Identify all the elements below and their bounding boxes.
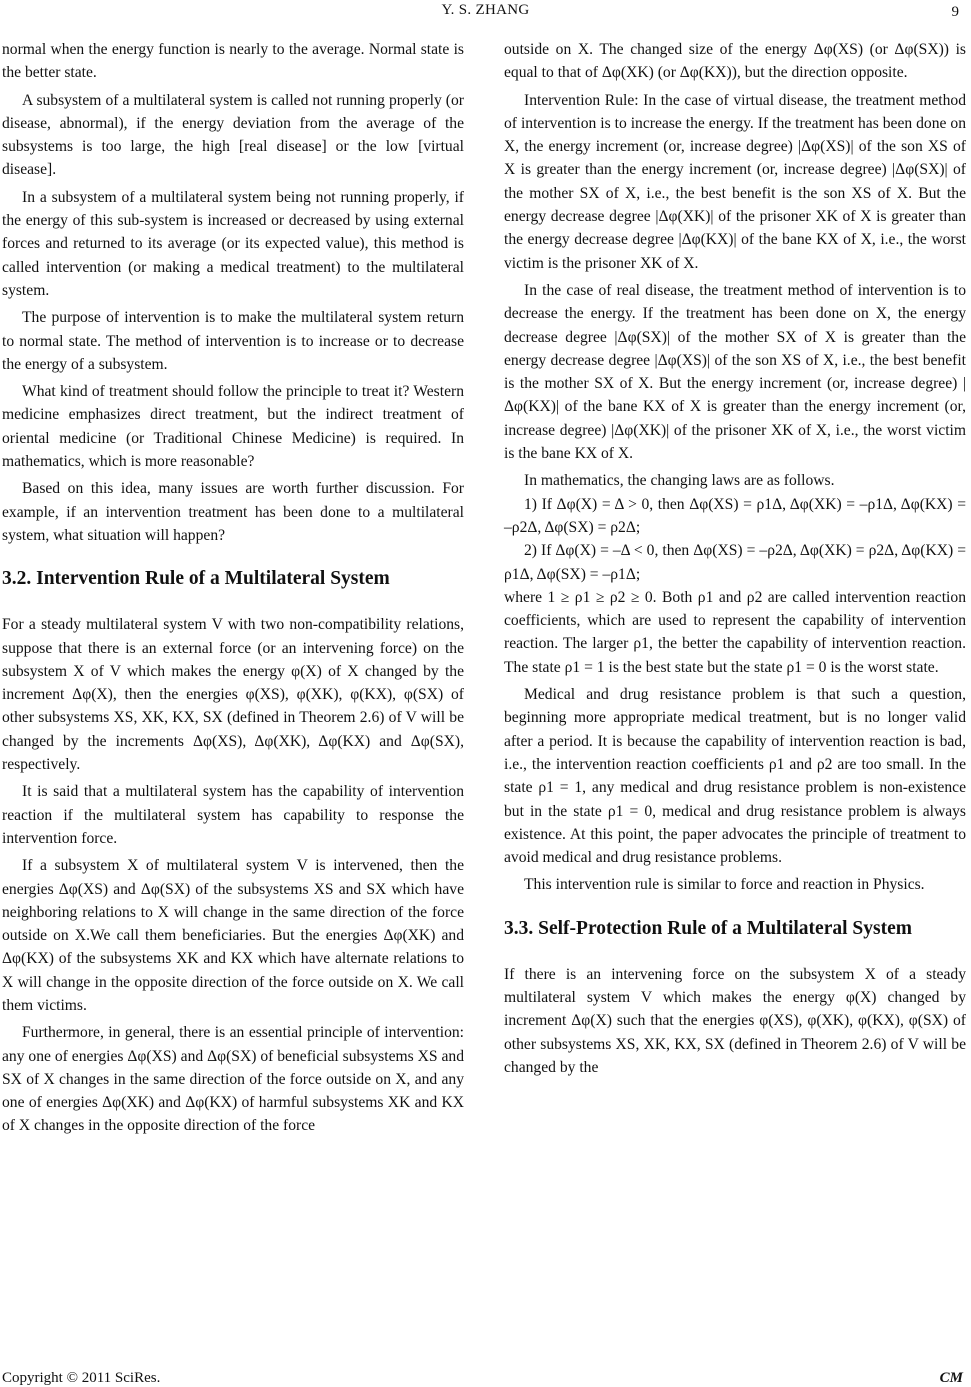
paragraph: Furthermore, in general, there is an essential principle of intervention: any one of energies Δφ(XS) and Δφ(SX) of beneficial subsystems XS and SX of X changes in the same direction of the force outside on X, and any one of energies Δφ(XK) and Δφ(KX) of harmful subsystems XK and KX of X changes in the opposite direction of the force (2, 1024, 464, 1135)
paragraph: Medical and drug resistance problem is that such a question, beginning more appropriate medical treatment, but is no longer valid after a period. It is because the capability of intervention reaction is bad, i.e., the intervention reaction coefficients ρ1 and ρ2 are too small. In the state ρ1 = 1, any medical and drug resistance problem is non-existence but in the state ρ1 = 0, medical and drug resistance problem is always existence. At this point, the paper advocates the principle of treatment to avoid medical and drug resistance problems. (504, 686, 966, 867)
paragraph: For a steady multilateral system V with two non-compatibility relations, suppose that there is an external force (or an intervening force) on the subsystem X of V which makes the energy φ(X) of X changed by the increment Δφ(X), then the energies φ(XS), φ(XK), φ(KX), φ(SX) of other subsystems XS, XK, KX, SX (defined in Theorem 2.6) of V will be changed by the increments Δφ(XS), Δφ(XK), Δφ(KX) and Δφ(SX), respectively. (2, 616, 464, 774)
intervention-rule-paragraph: Intervention Rule: In the case of virtual disease, the treatment method of intervention is to increase the energy. If the treatment has been done on X, the energy increment (or, increase degree) |Δφ(XS)| of the son XS of X is greater than the energy increment (or, increase degree) |Δφ(SX)| of the mother SX of X, i.e., the best benefit is the son XS of X. But the energy decrease degree |Δφ(XK)| of the prisoner XK of X is greater than the energy decrease degree |Δφ(KX)| of the bane KX of X, i.e., the worst victim is the prisoner XK of X. (504, 91, 966, 272)
copyright-notice: Copyright © 2011 SciRes. (2, 1370, 161, 1386)
paragraph: The purpose of intervention is to make the multilateral system return to normal state. The method of intervention is to increase or to decrease the energy of a subsystem. (2, 309, 464, 373)
paragraph: If there is an intervening force on the subsystem X of a steady multilateral system V which makes the energy φ(X) changed by increment Δφ(X) such that the energies φ(XS), φ(XK), φ(KX), φ(SX) of other subsystems XS, XK, KX, SX (defined in Theorem 2.6) of V will be changed by the (504, 965, 966, 1076)
section-heading-3-3: 3.3. Self-Protection Rule of a Multilateral System (504, 917, 912, 939)
paragraph: This intervention rule is similar to force and reaction in Physics. (524, 876, 925, 894)
law-2-equation: 2) If Δφ(X) = –Δ < 0, then Δφ(XS) = –ρ2Δ, Δφ(XK) = ρ2Δ, Δφ(KX) = ρ1Δ, Δφ(SX) = –ρ1Δ; (504, 542, 966, 583)
law-1-equation: 1) If Δφ(X) = Δ > 0, then Δφ(XS) = ρ1Δ, Δφ(XK) = –ρ1Δ, Δφ(KX) = –ρ2Δ, Δφ(SX) = ρ2Δ; (504, 495, 966, 536)
right-column (504, 38, 966, 1083)
paragraph: where 1 ≥ ρ1 ≥ ρ2 ≥ 0. Both ρ1 and ρ2 are called intervention reaction coefficients, which are used to represent the capability of intervention reaction. The larger ρ1, the better the capability of intervention reaction. The state ρ1 = 1 is the best state but the state ρ1 = 0 is the worst state. (504, 588, 966, 676)
paragraph: In mathematics, the changing laws are as follows. (524, 472, 835, 490)
paragraph: outside on X. The changed size of the energy Δφ(XS) (or Δφ(SX)) is equal to that of Δφ(XK) (or Δφ(KX)), but the direction opposite. (504, 41, 966, 82)
running-head-author: Y. S. ZHANG (441, 2, 530, 18)
paragraph: Based on this idea, many issues are worth further discussion. For example, if an intervention treatment has been done to a multilateral system, what situation will happen? (2, 480, 464, 544)
left-column (2, 38, 464, 1142)
paragraph: In the case of real disease, the treatment method of intervention is to decrease the energy. If the treatment has been done on X, the energy decrease degree |Δφ(SX)| of the mother SX of X is greater than the energy decrease degree |Δφ(XS)| of the son XS of X, i.e., the best benefit is the mother SX of X. But the energy increment (or, increase degree) |Δφ(KX)| of the bane KX of X is greater than the energy increment (or, increase degree) |Δφ(XK)| of the prisoner XK of X, i.e., the worst victim is the bane KX of X. (504, 281, 966, 463)
running-header (0, 0, 971, 24)
paragraph: A subsystem of a multilateral system is called not running properly (or disease, abnormal), if the energy deviation from the average of the subsystems is too large, the high [real disease] or the low [virtual disease]. (2, 91, 464, 179)
paragraph: In a subsystem of a multilateral system being not running properly, if the energy of this sub-system is increased or decreased by using external forces and returned to its average (or its expected value), this method is called intervention (or making a medical treatment) to the multilateral system. (2, 188, 464, 299)
paragraph: If a subsystem X of multilateral system V is intervened, then the energies Δφ(XS) and Δφ(SX) of the subsystems XS and SX which have neighboring relations to X will change in the same direction of the force outside on X.We call them beneficiaries. But the energies Δφ(XK) and Δφ(KX) of the subsystems XK and KX which have alternate relations to X will change in the opposite direction of the force outside on X. We call them victims. (2, 857, 464, 1014)
paragraph: What kind of treatment should follow the principle to treat it? Western medicine emphasizes direct treatment, but the indirect treatment of oriental medicine (or Traditional Chinese Medicine) is required. In mathematics, which is more reasonable? (2, 383, 464, 471)
paragraph: It is said that a multilateral system has the capability of intervention reaction if the multilateral system has capability to response the intervention force. (2, 783, 464, 847)
section-heading-3-2: 3.2. Intervention Rule of a Multilateral System (2, 568, 390, 590)
page-number: 9 (951, 4, 959, 20)
paragraph: normal when the energy function is nearly to the average. Normal state is the better state. (2, 41, 464, 82)
journal-abbreviation: CM (939, 1370, 963, 1386)
